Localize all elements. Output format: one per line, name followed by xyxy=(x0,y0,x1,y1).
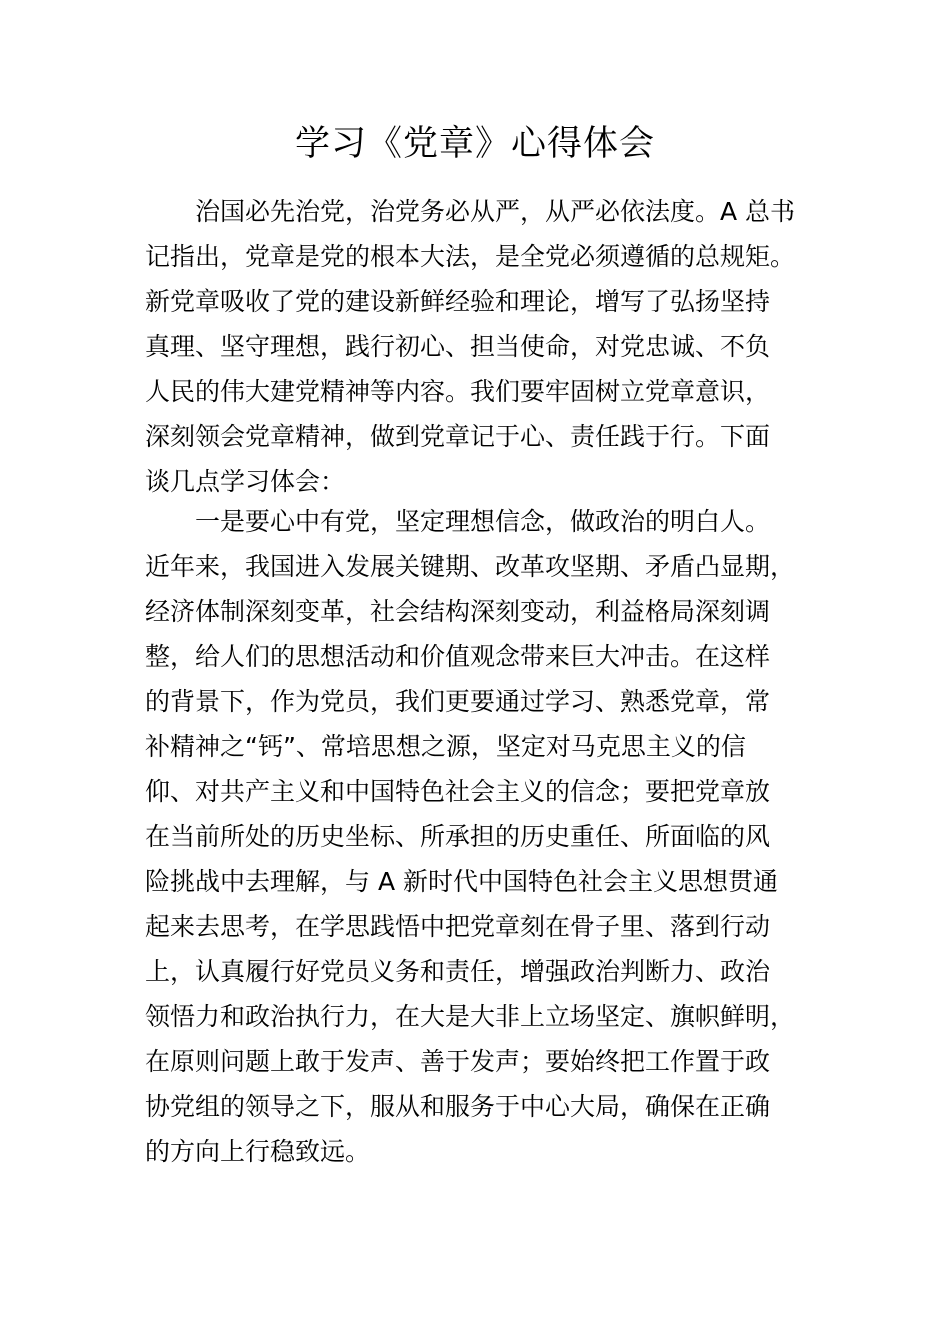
paragraph-line: 在原则问题上敢于发声、善于发声；要始终把工作置于政 xyxy=(145,1047,771,1076)
paragraph-intro xyxy=(145,189,805,504)
paragraph-line: 险挑战中去理解，与 A 新时代中国特色社会主义思想贯通 xyxy=(145,867,778,896)
paragraph-line: 人民的伟大建党精神等内容。我们要牢固树立党章意识， xyxy=(145,377,771,406)
paragraph-line: 深刻领会党章精神，做到党章记于心、责任践于行。下面 xyxy=(145,422,771,451)
paragraph-line: 整，给人们的思想活动和价值观念带来巨大冲击。在这样 xyxy=(145,642,771,671)
paragraph-point-one xyxy=(145,499,805,1174)
paragraph-line: 在当前所处的历史坐标、所承担的历史重任、所面临的风 xyxy=(145,822,771,851)
paragraph-line: 仰、对共产主义和中国特色社会主义的信念；要把党章放 xyxy=(145,777,771,806)
paragraph-line: 的背景下，作为党员，我们更要通过学习、熟悉党章，常 xyxy=(145,687,771,716)
paragraph-line: 补精神之“钙”、常培思想之源，坚定对马克思主义的信 xyxy=(145,732,746,761)
paragraph-line: 记指出，党章是党的根本大法，是全党必须遵循的总规矩。 xyxy=(145,242,796,271)
paragraph-line: 领悟力和政治执行力，在大是大非上立场坚定、旗帜鲜明， xyxy=(145,1002,796,1031)
paragraph-line: 协党组的领导之下，服从和服务于中心大局，确保在正确 xyxy=(145,1092,771,1121)
paragraph-line: 治国必先治党，治党务必从严，从严必依法度。A 总书 xyxy=(195,197,796,226)
paragraph-line: 起来去思考，在学思践悟中把党章刻在骨子里、落到行动 xyxy=(145,912,771,941)
paragraph-line: 上，认真履行好党员义务和责任，增强政治判断力、政治 xyxy=(145,957,771,986)
paragraph-line: 的方向上行稳致远。 xyxy=(145,1137,371,1166)
paragraph-line: 谈几点学习体会： xyxy=(145,467,346,496)
paragraph-line: 经济体制深刻变革，社会结构深刻变动，利益格局深刻调 xyxy=(145,597,771,626)
paragraph-line: 新党章吸收了党的建设新鲜经验和理论，增写了弘扬坚持 xyxy=(145,287,771,316)
paragraph-line: 一是要心中有党，坚定理想信念，做政治的明白人。 xyxy=(195,507,771,536)
document-title: 学习《党章》心得体会 xyxy=(294,124,655,164)
paragraph-line: 真理、坚守理想，践行初心、担当使命，对党忠诚、不负 xyxy=(145,332,771,361)
paragraph-line: 近年来，我国进入发展关键期、改革攻坚期、矛盾凸显期， xyxy=(145,552,796,581)
